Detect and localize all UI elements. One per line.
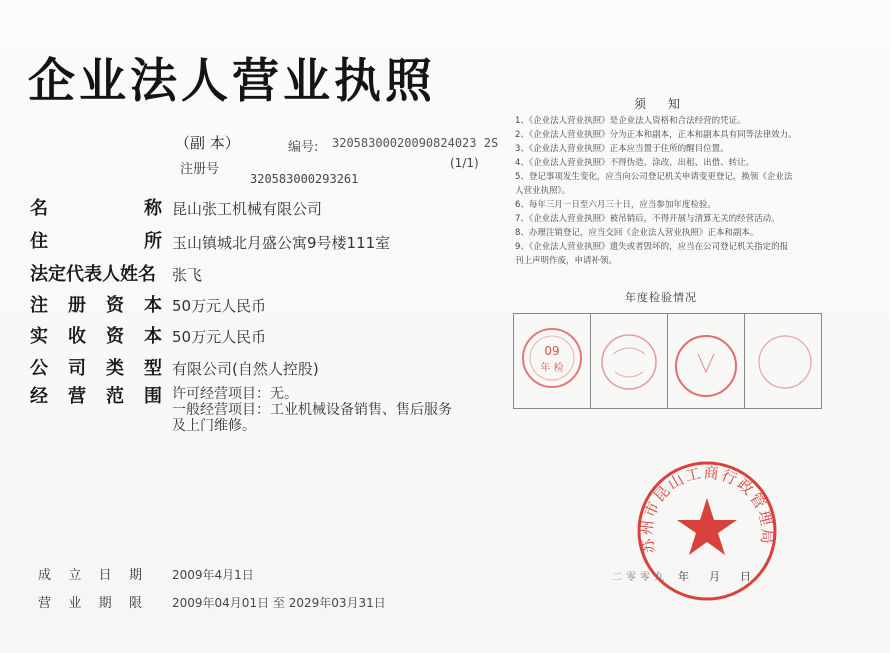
field-label-business-scope: 经 营 范 围 bbox=[30, 386, 162, 407]
notice-title: 须知 bbox=[634, 97, 703, 111]
inspection-stamp-icon bbox=[591, 314, 667, 408]
registered-capital: 50万元人民币 bbox=[172, 297, 267, 315]
notice-item: 5、登记事项发生变化，应当向公司登记机关申请变更登记，换领《企业法 bbox=[515, 172, 793, 182]
business-scope bbox=[172, 386, 492, 434]
page-index: (1/1) bbox=[450, 156, 479, 170]
inspection-cell bbox=[591, 314, 668, 408]
registration-number: 320583000293261 bbox=[250, 172, 359, 186]
founded-date: 2009年4月1日 bbox=[172, 568, 254, 582]
license-number: 32058300020090824023 2S bbox=[332, 136, 499, 150]
page-title: 企业法人营业执照 bbox=[28, 54, 436, 109]
notice-item: 8、办理注销登记，应当交回《企业法人营业执照》正本和副本。 bbox=[515, 228, 759, 238]
field-label-name: 名 称 bbox=[30, 198, 162, 219]
inspection-cell bbox=[745, 314, 821, 408]
company-address: 玉山镇城北月盛公寓9号楼111室 bbox=[172, 234, 391, 252]
inspection-stamp-icon bbox=[514, 314, 590, 408]
copy-type: （副 本） bbox=[175, 134, 240, 152]
paid-in-capital: 50万元人民币 bbox=[172, 328, 267, 346]
notice-item: 刊上声明作废，申请补领。 bbox=[515, 256, 618, 266]
notice-item: 2、《企业法人营业执照》分为正本和副本，正本和副本具有同等法律效力。 bbox=[515, 130, 797, 140]
stamp-year: 09 bbox=[544, 344, 560, 358]
notice-item: 9、《企业法人营业执照》遗失或者毁坏的，应当在公司登记机关指定的报 bbox=[515, 242, 789, 252]
annual-inspection-grid bbox=[513, 313, 822, 409]
notice-list bbox=[515, 114, 835, 268]
company-name: 昆山张工机械有限公司 bbox=[172, 200, 323, 218]
legal-representative: 张飞 bbox=[172, 266, 203, 284]
notice-item: 1、《企业法人营业执照》是企业法人资格和合法经营的凭证。 bbox=[515, 116, 746, 126]
founded-label: 成 立 日 期 bbox=[38, 568, 142, 583]
notice-item: 4、《企业法人营业执照》不得伪造、涂改、出租、出借、转让。 bbox=[515, 158, 755, 168]
field-label-legal-rep: 法定代表人姓名 bbox=[30, 264, 156, 285]
notice-item: 7、《企业法人营业执照》被吊销后，不得开展与清算无关的经营活动。 bbox=[515, 214, 780, 224]
term-label: 营 业 期 限 bbox=[38, 596, 142, 611]
field-label-address: 住 所 bbox=[30, 231, 162, 252]
field-label-company-type: 公 司 类 型 bbox=[30, 358, 162, 379]
issue-date-label: 二零零九 bbox=[612, 572, 668, 583]
registration-label: 注册号 bbox=[180, 162, 220, 177]
notice-item: 人营业执照》。 bbox=[515, 186, 571, 196]
notice-item: 6、每年三月一日至六月三十日，应当参加年度检验。 bbox=[515, 200, 716, 210]
field-label-paid-capital: 实 收 资 本 bbox=[30, 326, 162, 347]
inspection-stamp-icon bbox=[745, 314, 821, 408]
scope-general: 一般经营项目：工业机械设备销售、售后服务 bbox=[172, 402, 452, 418]
scope-licensed: 许可经营项目：无。 bbox=[172, 386, 298, 402]
seal-text: 苏州市昆山工商行政管理局 bbox=[637, 463, 777, 556]
inspection-stamp-icon bbox=[668, 314, 744, 408]
field-label-registered-capital: 注 册 资 本 bbox=[30, 295, 162, 316]
inspection-cell bbox=[514, 314, 591, 408]
business-term: 2009年04月01日 至 2029年03月31日 bbox=[172, 596, 386, 610]
issue-date: 年月日 bbox=[678, 570, 771, 583]
scope-general-cont: 及上门维修。 bbox=[172, 418, 256, 434]
company-type: 有限公司(自然人控股) bbox=[172, 360, 319, 378]
stamp-text: 年 检 bbox=[540, 363, 564, 374]
license-number-label: 编号: bbox=[288, 140, 319, 155]
inspection-cell bbox=[668, 314, 745, 408]
annual-inspection-title: 年度检验情况 bbox=[625, 291, 697, 304]
notice-item: 3、《企业法人营业执照》正本应当置于住所的醒目位置。 bbox=[515, 144, 729, 154]
